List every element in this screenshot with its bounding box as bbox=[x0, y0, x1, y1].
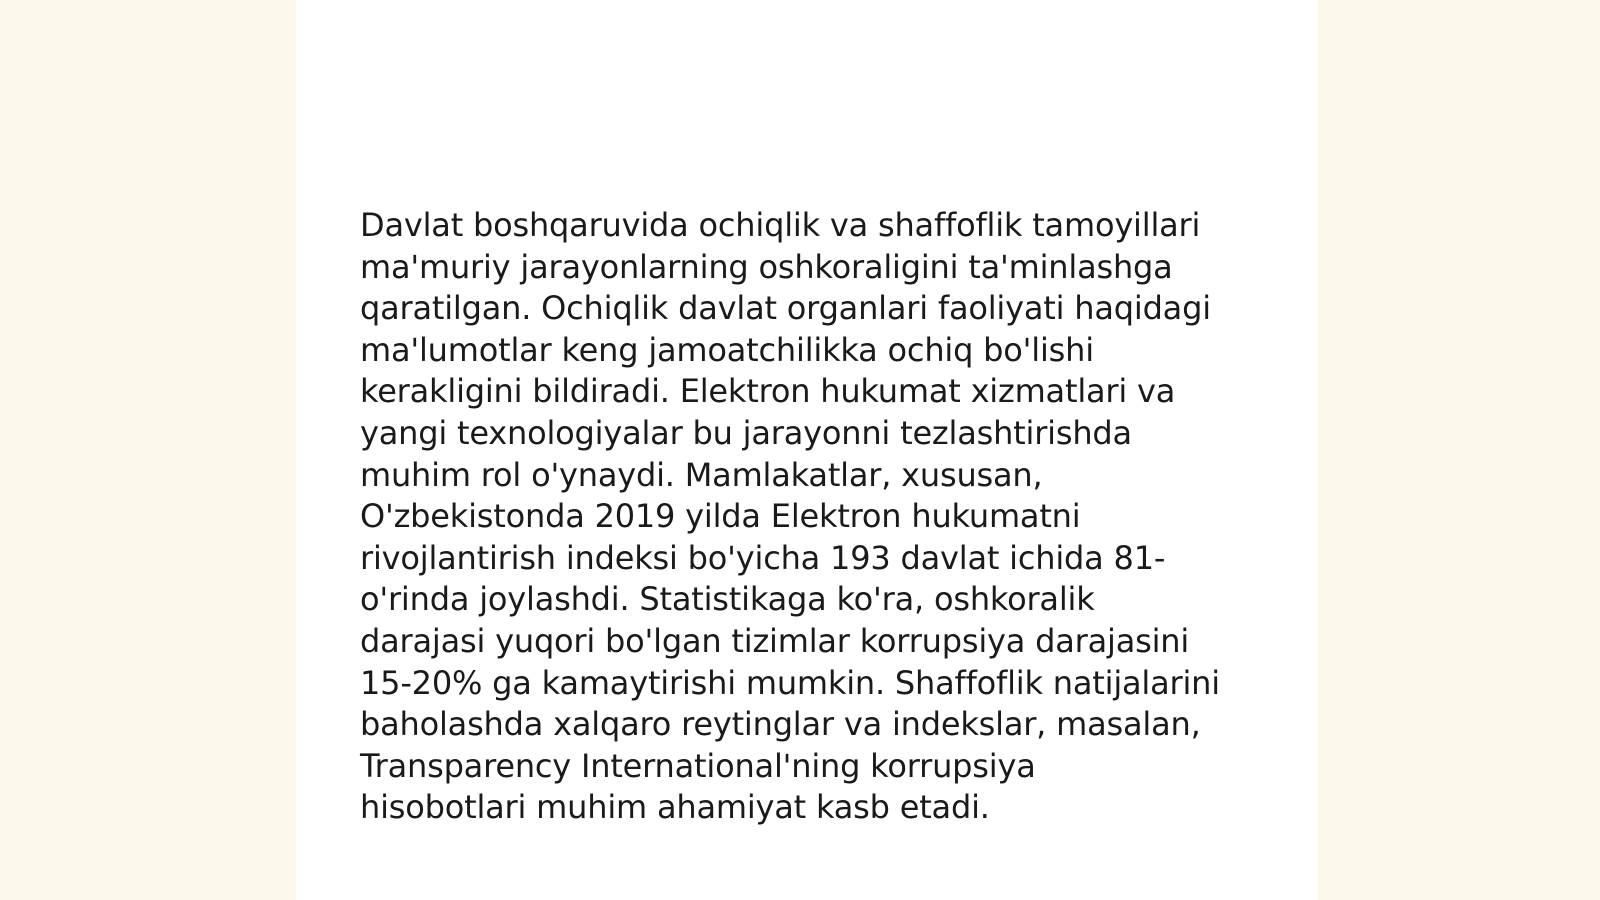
document-page bbox=[296, 0, 1318, 900]
paragraph-line: kerakligini bildiradi. Elektron hukumat xizmatlari va bbox=[360, 372, 1176, 411]
paragraph-line: o'rinda joylashdi. Statistikaga ko'ra, oshkoralik bbox=[360, 580, 1095, 619]
paragraph-line: ma'lumotlar keng jamoatchilikka ochiq bo'lishi bbox=[360, 330, 1094, 369]
body-paragraph bbox=[360, 205, 1260, 829]
paragraph-line: baholashda xalqaro reytinglar va indekslar, masalan, bbox=[360, 705, 1201, 744]
paragraph-line: O'zbekistonda 2019 yilda Elektron hukumatni bbox=[360, 497, 1081, 536]
paragraph-line: hisobotlari muhim ahamiyat kasb etadi. bbox=[360, 788, 990, 827]
paragraph-line: 15-20% ga kamaytirishi mumkin. Shaffoflik natijalarini bbox=[360, 663, 1220, 702]
paragraph-line: qaratilgan. Ochiqlik davlat organlari faoliyati haqidagi bbox=[360, 289, 1211, 328]
paragraph-line: muhim rol o'ynaydi. Mamlakatlar, xususan, bbox=[360, 455, 1043, 494]
paragraph-line: Davlat boshqaruvida ochiqlik va shaffoflik tamoyillari bbox=[360, 206, 1201, 244]
paragraph-line: yangi texnologiyalar bu jarayonni tezlashtirishda bbox=[360, 413, 1132, 452]
paragraph-line: darajasi yuqori bo'lgan tizimlar korrupsiya darajasini bbox=[360, 621, 1190, 660]
paragraph-line: rivojlantirish indeksi bo'yicha 193 davlat ichida 81- bbox=[360, 538, 1166, 577]
paragraph-line: Transparency International'ning korrupsiya bbox=[360, 746, 1036, 785]
paragraph-line: ma'muriy jarayonlarning oshkoraligini ta'minlashga bbox=[360, 247, 1173, 286]
